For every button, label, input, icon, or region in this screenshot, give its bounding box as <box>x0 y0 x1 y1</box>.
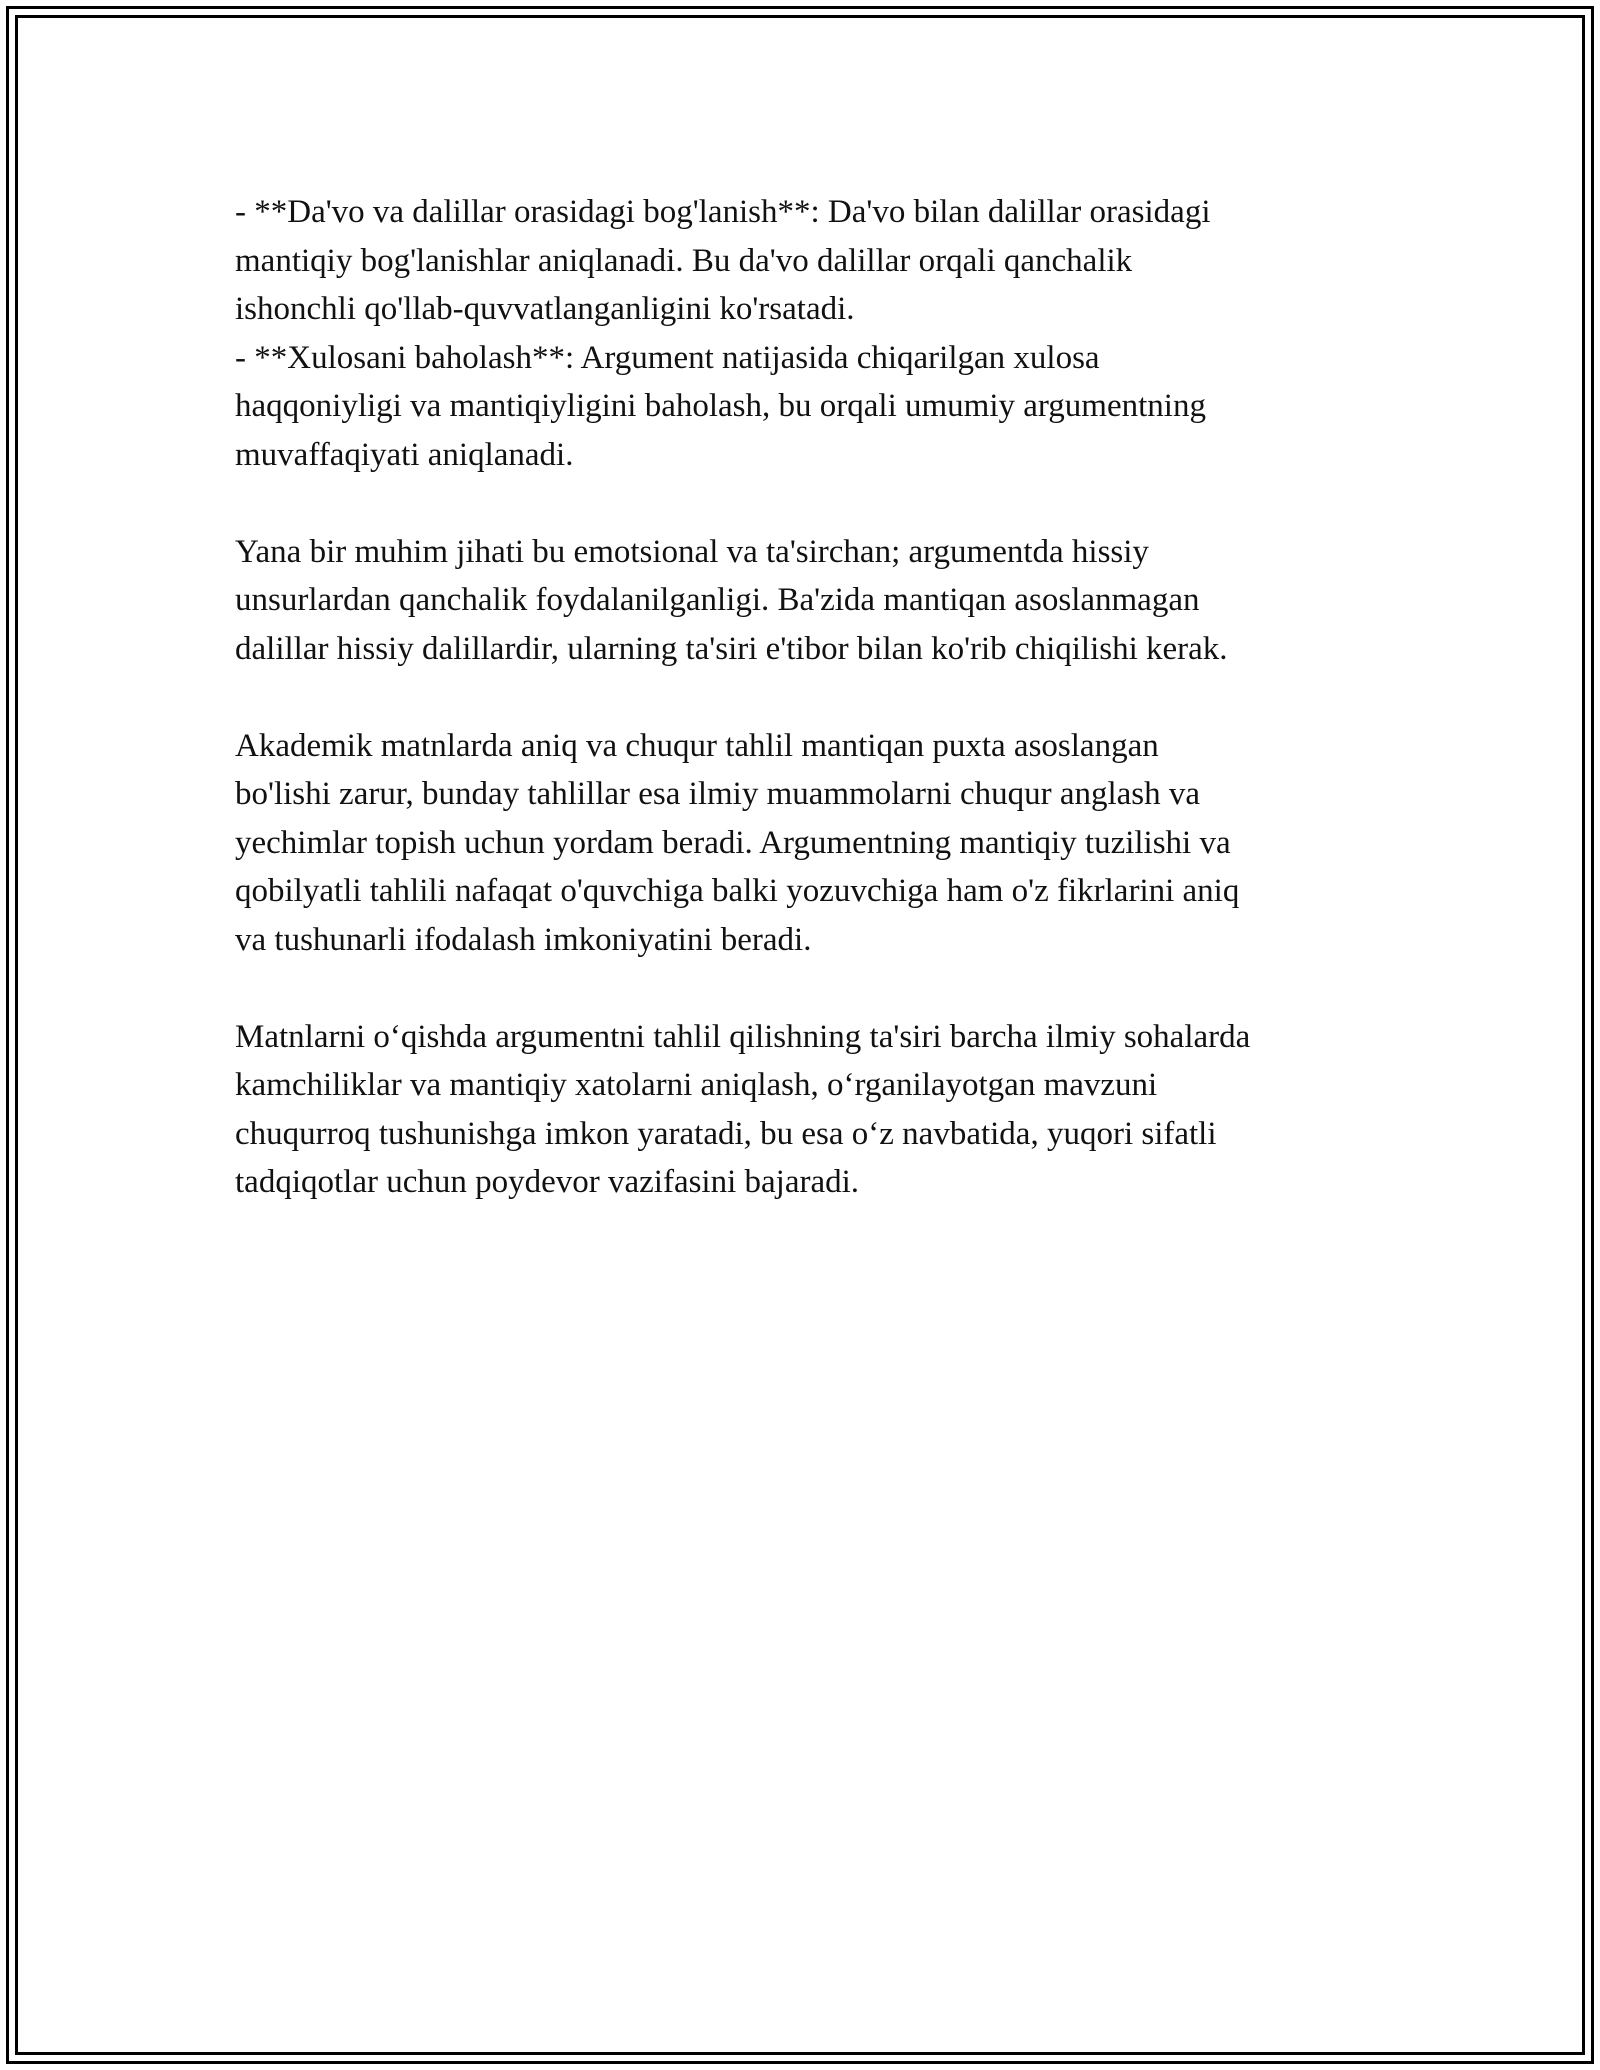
paragraph-emotional-aspect <box>235 528 1385 674</box>
text-line: bo'lishi zarur, bunday tahlillar esa ilmiy muammolarni chuqur anglash va <box>235 776 1201 812</box>
text-line: Matnlarni o‘qishda argumentni tahlil qilishning ta'siri barcha ilmiy sohalarda <box>235 1018 1251 1055</box>
text-line: unsurlardan qanchalik foydalanilganligi. Ba'zida mantiqan asoslanmagan <box>235 582 1200 618</box>
text-line: dalillar hissiy dalillardir, ularning ta'siri e'tibor bilan ko'rib chiqilishi kerak. <box>235 630 1228 667</box>
text-line: yechimlar topish uchun yordam beradi. Argumentning mantiqiy tuzilishi va <box>235 824 1231 861</box>
text-line: - **Da'vo va dalillar orasidagi bog'lanish**: Da'vo bilan dalillar orasidagi <box>235 194 1211 230</box>
paragraph-conclusion <box>235 1013 1385 1207</box>
text-line: Yana bir muhim jihati bu emotsional va ta'sirchan; argumentda hissiy <box>235 533 1149 570</box>
text-line: haqqoniyligi va mantiqiyligini baholash, bu orqali umumiy argumentning <box>235 388 1206 424</box>
text-line: kamchiliklar va mantiqiy xatolarni aniqlash, o‘rganilayotgan mavzuni <box>235 1067 1158 1103</box>
text-line: va tushunarli ifodalash imkoniyatini beradi. <box>235 921 812 958</box>
paragraph-academic-texts <box>235 722 1385 965</box>
document-body <box>235 188 1385 1255</box>
text-line: ishonchli qo'llab-quvvatlanganligini ko'rsatadi. <box>235 291 855 327</box>
text-line: qobilyatli tahlili nafaqat o'quvchiga balki yozuvchiga ham o'z fikrlarini aniq <box>235 873 1240 909</box>
text-line: mantiqiy bog'lanishlar aniqlanadi. Bu da'vo dalillar orqali qanchalik <box>235 242 1133 279</box>
text-line: Akademik matnlarda aniq va chuqur tahlil mantiqan puxta asoslangan <box>235 727 1159 764</box>
text-line: chuqurroq tushunishga imkon yaratadi, bu esa o‘z navbatida, yuqori sifatli <box>235 1115 1217 1152</box>
text-line: tadqiqotlar uchun poydevor vazifasini bajaradi. <box>235 1164 860 1200</box>
text-line: - **Xulosani baholash**: Argument natijasida chiqarilgan xulosa <box>235 339 1100 376</box>
text-line: muvaffaqiyati aniqlanadi. <box>235 436 574 473</box>
paragraph-criteria-list <box>235 188 1385 479</box>
